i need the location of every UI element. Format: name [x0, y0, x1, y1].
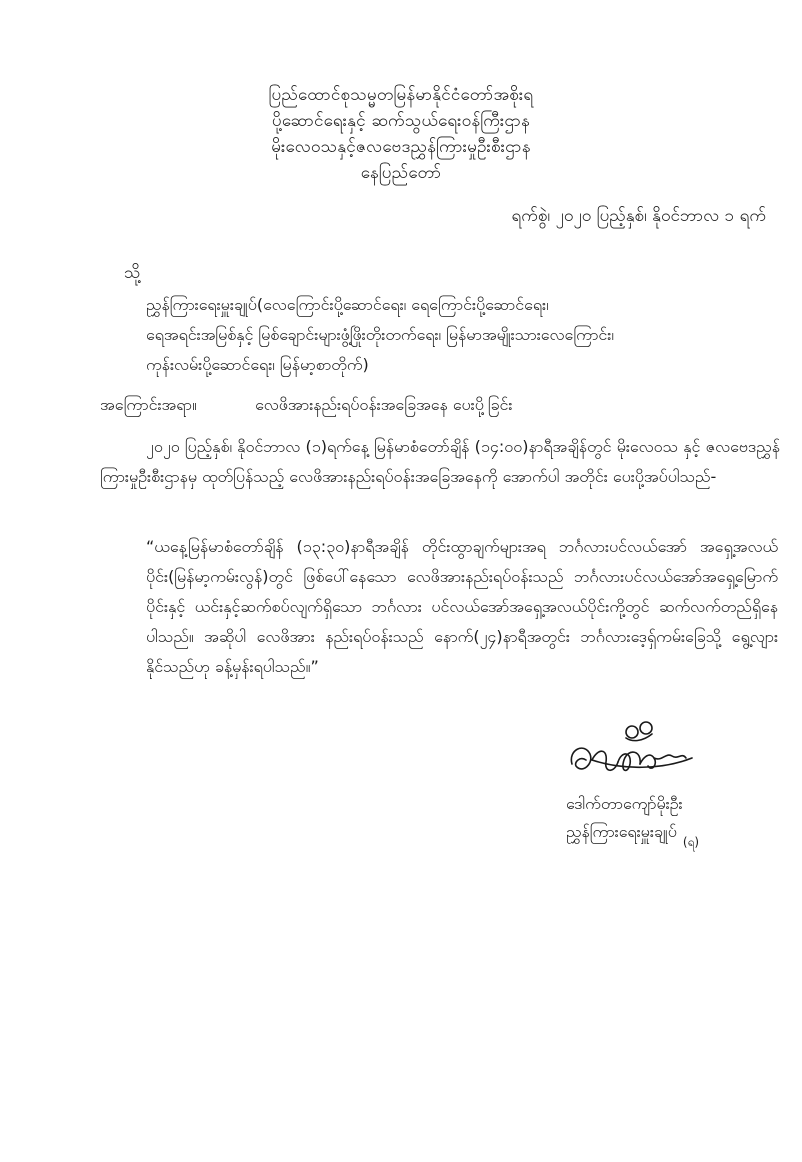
signer-title-suffix: (ရ) [682, 835, 700, 849]
letter-date: ရက်စွဲ၊ ၂၀၂၀ ပြည့်နှစ်၊ နိုဝင်ဘာလ ၁ ရက် [511, 206, 766, 226]
recipient-block [146, 290, 786, 380]
letterhead-city: နေပြည်တော် [360, 163, 442, 183]
quoted-bulletin: “ယနေ့မြန်မာစံတော်ချိန် (၁၃:၃၀)နာရီအချိန် တိုင်းထွာချက်များအရ ဘင်္ဂလားပင်လယ်အော် အရှေ့အလယ်ပိုင်း(မြန်မာ့ကမ်းလွန်)တွင် ဖြစ်ပေါ်နေသော လေဖိအားနည်းရပ်ဝန်းသည် ဘင်္ဂလားပင်လယ်အော်အရှေ့မြောက်ပိုင်းနှင့် ယင်းနှင့်ဆက်စပ်လျက်ရှိသော ဘင်္ဂလား ပင်လယ်အော်အရှေ့အလယ်ပိုင်းကို့တွင် ဆက်လက်တည်ရှိနေပါသည်။ အဆိုပါ လေဖိအား နည်းရပ်ဝန်းသည် နောက်(၂၄)နာရီအတွင်း ဘင်္ဂလားဒေ့ရှ်ကမ်းခြေသို့ ရွေ့လျားနိုင်သည်ဟု ခန့်မှန်းရပါသည်။” [146, 537, 778, 676]
handwritten-signature [562, 712, 712, 792]
recipient-line: ညွှန်ကြားရေးမှူးချုပ်(လေကြောင်းပို့ဆောင်ရေး၊ ရေကြောင်းပို့ဆောင်ရေး၊ [146, 295, 549, 314]
letterhead-ministry: ပို့ဆောင်ရေးနှင့် ဆက်သွယ်ရေးဝန်ကြီးဌာန [271, 111, 531, 131]
letterhead [0, 82, 802, 186]
recipient-line: ကုန်းလမ်းပို့ဆောင်ရေး၊ မြန်မာ့စာတိုက်) [146, 355, 369, 374]
recipient-line: ရေအရင်းအမြစ်နှင့် မြစ်ချောင်းများဖွံ့ဖြိုးတိုးတက်ရေး၊ မြန်မာအမျိုးသားလေကြောင်း၊ [146, 325, 614, 344]
body-paragraph: ၂၀၂၀ ပြည့်နှစ်၊ နိုဝင်ဘာလ (၁)ရက်နေ့ မြန်မာစံတော်ချိန် (၁၄:၀၀)နာရီအချိန်တွင် မိုးလေဝသ နှင့် ဇလဗေဒညွှန်ကြားမှုဦးစီးဌာနမှ ထုတ်ပြန်သည့် လေဖိအားနည်းရပ်ဝန်းအခြေအနေကို အောက်ပါ အတိုင်း ပေးပို့အပ်ပါသည်- [100, 437, 780, 486]
signer-title-row [566, 818, 700, 849]
letterhead-department: မိုးလေဝသနှင့်ဇလဗေဒညွှန်ကြားမှုဦးစီးဌာန [271, 137, 531, 157]
signer-name: ဒေါက်တာကျော်မိုးဦး [566, 794, 683, 813]
signer-block [566, 790, 700, 849]
subject-line [100, 394, 780, 418]
signer-title: ညွှန်ကြားရေးမှူးချုပ် [566, 822, 677, 841]
to-label: သို့ [124, 263, 141, 283]
subject-text: လေဖိအားနည်းရပ်ဝန်းအခြေအနေ ပေးပို့ခြင်း [255, 395, 513, 414]
letterhead-government: ပြည်ထောင်စုသမ္မတမြန်မာနိုင်ငံတော်အစိုးရ [268, 85, 534, 105]
subject-label: အကြောင်းအရာ။ [100, 395, 197, 414]
